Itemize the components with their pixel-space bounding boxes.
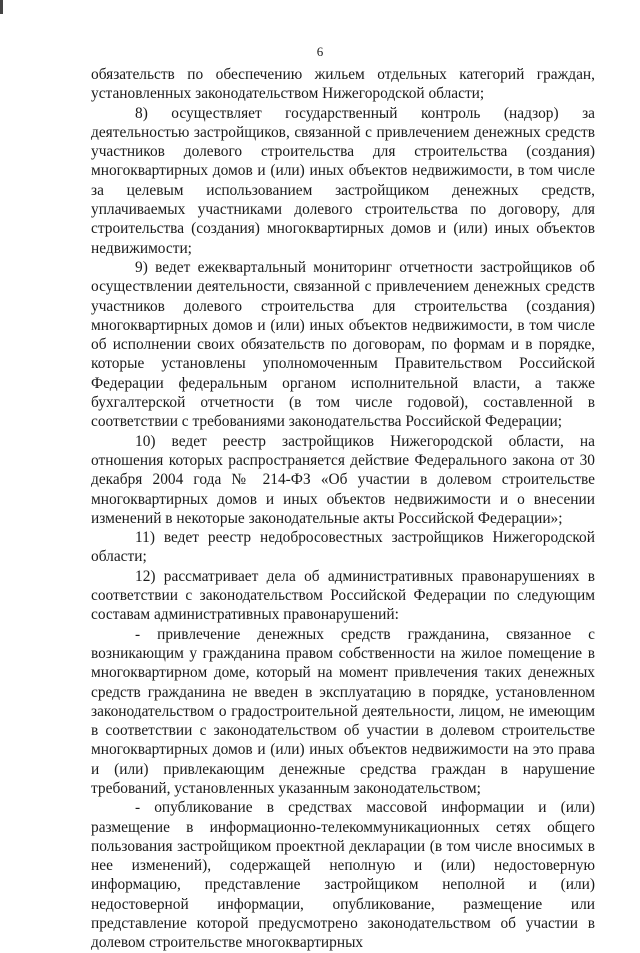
paragraph-bullet-1: - привлечение денежных средств гражданина, связанное с возникающим у гражданина правом собственности на жилое помещение в многоквартирном доме, который на момент привлечения таких денежных средств гражданина не введен в эксплуатацию в порядке, установленном законодательством о градостроительной деятельности, лицом, не имеющим в соответствии с законодательством об участии в долевом строительстве многоквартирных домов и (или) иных объектов недвижимости на это права и (или) привлекающим денежные средства граждан в нарушение требований, установленных указанным законодательством;: [91, 625, 595, 797]
paragraph-continuation: обязательств по обеспечению жильем отдельных категорий граждан, установленных законодательством Нижегородской области;: [91, 66, 595, 103]
document-body: [91, 65, 595, 953]
paragraph-item-10: 10) ведет реестр застройщиков Нижегородской области, на отношения которых распространяется действие Федерального закона от 30 декабря 2004 года № 214-ФЗ «Об участии в долевом строительстве многоквартирных домов и иных объектов недвижимости и о внесении изменений в некоторые законодательные акты Российской Федерации»;: [91, 432, 595, 527]
paragraph-item-12: 12) рассматривает дела об административных правонарушениях в соответствии с законодательством Российской Федерации по следующим составам административных правонарушений:: [91, 567, 595, 624]
scan-artifact: [0, 0, 3, 14]
paragraph-bullet-2: - опубликование в средствах массовой информации и (или) размещение в информационно-телекоммуникационных сетях общего пользования застройщиком проектной декларации (в том числе вносимых в нее изменений), содержащей неполную и (или) недостоверную информацию, представление застройщиком неполной и (или) недостоверной информации, опубликование, размещение или представление которой предусмотрено законодательством об участии в долевом строительстве многоквартирных: [91, 799, 595, 952]
paragraph-item-11: 11) ведет реестр недобросовестных застройщиков Нижегородской области;: [91, 529, 595, 566]
paragraph-item-9: 9) ведет ежеквартальный мониторинг отчетности застройщиков об осуществлении деятельности, связанной с привлечением денежных средств участников долевого строительства для строительства (создания) многоквартирных домов и (или) иных объектов недвижимости, в том числе об исполнении своих обязательств по договорам, по формам и в порядке, которые установлены уполномоченным Правительством Российской Федерации федеральным органом исполнительной власти, а также бухгалтерской отчетности (в том числе годовой), составленной в соответствии с требованиями законодательства Российской Федерации;: [91, 258, 595, 431]
paragraph-item-8: 8) осуществляет государственный контроль (надзор) за деятельностью застройщиков, связанной с привлечением денежных средств участников долевого строительства для строительства (создания) многоквартирных домов и (или) иных объектов недвижимости, в том числе за целевым использованием застройщиком денежных средств, уплачиваемых участниками долевого строительства по договору, для строительства (создания) многоквартирных домов и (или) иных объектов недвижимости;: [91, 104, 595, 257]
page-number: 6: [316, 44, 324, 59]
